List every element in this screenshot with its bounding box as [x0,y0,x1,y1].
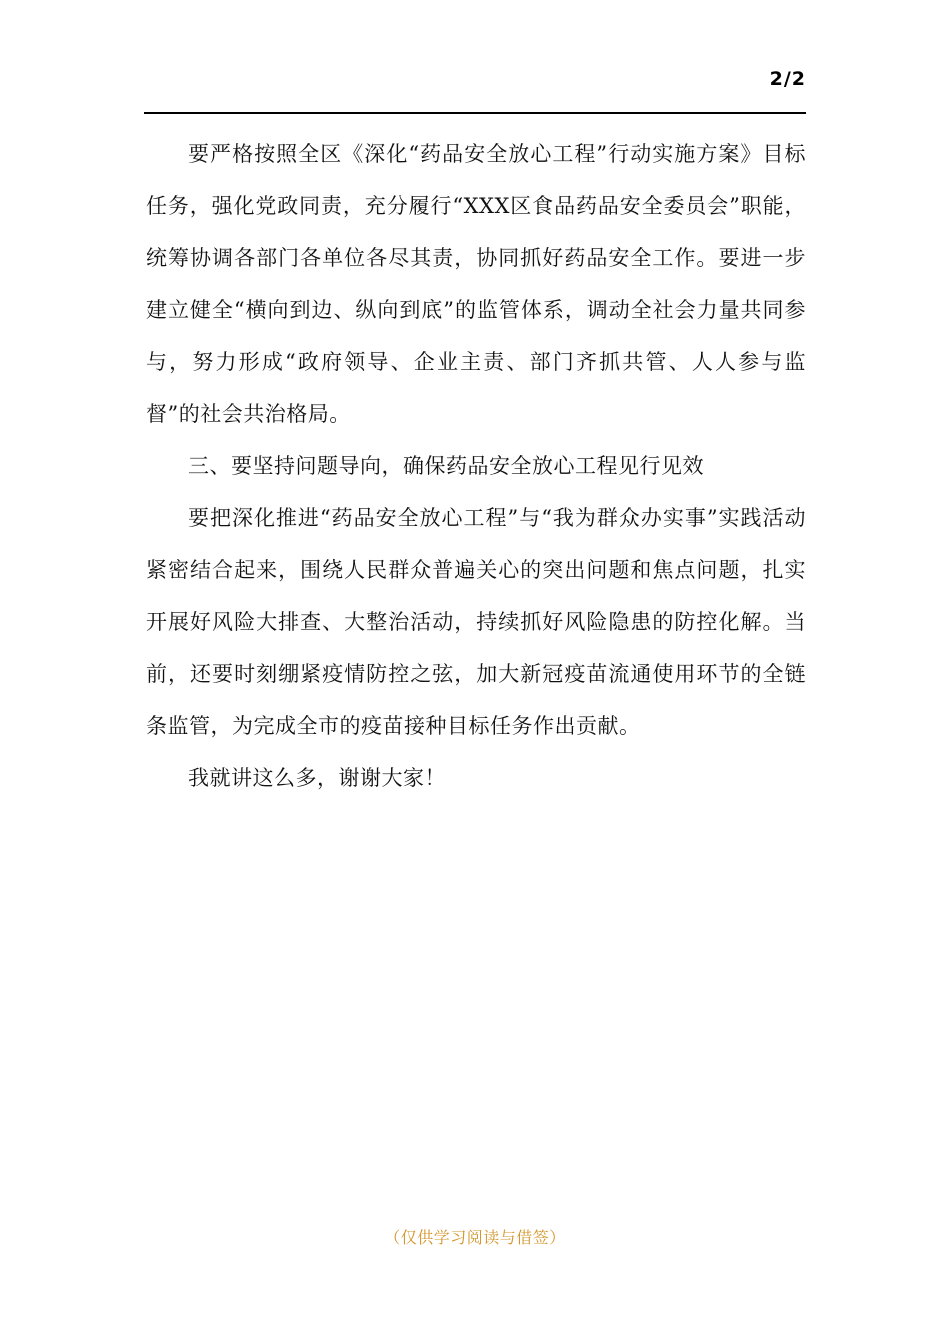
header-divider [144,112,806,114]
section-heading-three: 三、要坚持问题导向，确保药品安全放心工程见行见效 [188,454,704,478]
paragraph-closing: 我就讲这么多，谢谢大家！ [188,766,446,790]
page-number: 2/2 [769,68,806,90]
document-body [146,128,806,804]
paragraph-joint-governance: 要严格按照全区《深化“药品安全放心工程”行动实施方案》目标任务，强化党政同责，充分履行“XXX区食品药品安全委员会”职能，统筹协调各部门各单位各尽其责，协同抓好药品安全工作。要进一步建立健全“横向到边、纵向到底”的监管体系，调动全社会力量共同参与，努力形成“政府领导、企业主责、部门齐抓共管、人人参与监督”的社会共治格局。 [146,142,806,426]
footer-note: （仅供学习阅读与借签） [384,1228,566,1247]
paragraph-problem-oriented: 要把深化推进“药品安全放心工程”与“我为群众办实事”实践活动紧密结合起来，围绕人民群众普遍关心的突出问题和焦点问题，扎实开展好风险大排查、大整治活动，持续抓好风险隐患的防控化解。当前，还要时刻绷紧疫情防控之弦，加大新冠疫苗流通使用环节的全链条监管，为完成全市的疫苗接种目标任务作出贡献。 [146,506,806,738]
